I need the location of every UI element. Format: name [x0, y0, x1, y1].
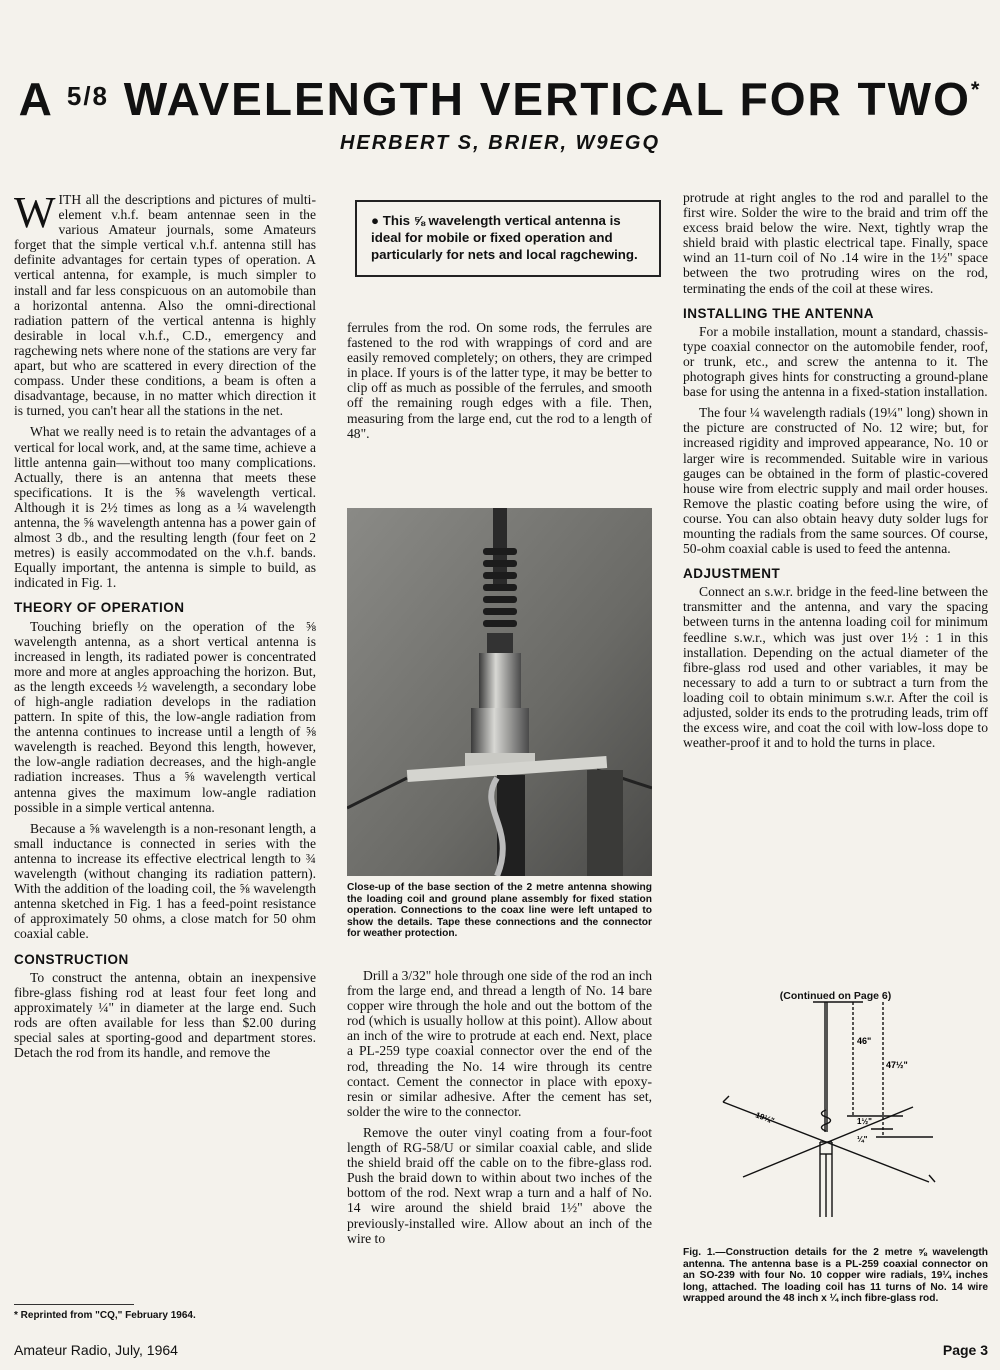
dimension-1-half: 1½" — [857, 1117, 872, 1126]
antenna-diagram — [683, 992, 993, 1242]
paragraph: ferrules from the rod. On some rods, the ferrules are fastened to the rod with wrappings of cord and are easily removed completely; on others, they are crimped in place. If yours is of the latter type, it may be better to clip off as much as possible of the ferrules, and smooth off the remaining rough edges with a file. Then, measuring from the large end, cut the rod to a length of 48". — [347, 320, 652, 441]
article-title — [0, 72, 1000, 126]
drop-cap: W — [14, 188, 56, 237]
paragraph: protrude at right angles to the rod and parallel to the first wire. Solder the wire to the braid and trim off the excess braid below the wire. Next, tightly wrap the shield braid with plastic electrical tape. Finally, space wind an 11-turn coil of No .14 wire in the 1½" space between the two protruding wires on the rod, terminating the ends of the coil at these wires. — [683, 190, 988, 296]
paragraph: Remove the outer vinyl coating from a four-foot length of RG-58/U or similar coaxial cable, and slide the shield braid off the cable on to the fibre-glass rod. Push the braid down to within about two inches of the bottom of the rod. Next wrap a turn and a half of No. 14 wire around the shield braid 1½" above the previously-installed wire. Allow about an inch of the wire to — [347, 1124, 652, 1246]
dimension-quarter: ¼" — [857, 1135, 868, 1144]
paragraph: Because a ⅝ wavelength is a non-resonant length, a small inductance is connected in series with the antenna to increase its effective electrical length to ¾ wavelength (without changing its radiation pattern). With the addition of the loading coil, the ⅝ wavelength antenna sketched in Fig. 1 has a feed-point resistance of approximately 50 ohms, a close match for 50 ohm coaxial cable. — [14, 820, 316, 942]
title-main: WAVELENGTH VERTICAL FOR TWO — [123, 73, 971, 125]
dimension-radial: 19¼" — [754, 1110, 776, 1126]
intro-paragraph: WITH all the descriptions and pictures of multi-element v.h.f. beam antennae seen in the various Amateur journals, some Amateurs forget that the simple vertical v.h.f. antenna still has definite advantages for certain types of operation. A vertical antenna, for example, is much simpler to install and far less conspicuous on an automobile than a horizontal antenna. Also the omni-directional radiation pattern of the vertical antenna is highly desirable in local v.h.f., C.D., emergency and ragchewing nets where none of the stations are very far apart, but who are scattered in every direction of the compass. Under these conditions, a beam is often a disadvantage, because, in no matter which direction it is turned, you can't hear all the stations in the net. — [14, 188, 316, 419]
title-asterisk: * — [970, 77, 982, 102]
column-1 — [14, 188, 316, 1066]
paragraph: Touching briefly on the operation of the ⅝ wavelength antenna, as a short vertical antenna is increased in length, its radiated power is concentrated more and more at angles approaching the horizon. But, as the length exceeds ½ wavelength, a secondary lobe of high-angle radiation develops in the radiation pattern. In spite of this, the low-angle radiation from the antenna continues to increase until a length of ⅝ wavelength is reached. Beyond this length, however, the low-angle radiation decreases, and the high-angle radiation increases. Thus a ⅝ wavelength vertical antenna gives the maximum low-angle radiation possible in a simple vertical antenna. — [14, 618, 316, 815]
continued-note: (Continued on Page 6) — [779, 990, 892, 1002]
section-heading-theory: THEORY OF OPERATION — [14, 600, 185, 616]
figure-caption: Fig. 1.—Construction details for the 2 metre ⅝ wavelength antenna. The antenna base is a PL-259 coaxial connector on an SO-239 with four No. 10 copper wire radials, 19¼ inches long, attached. The loading coil has 11 turns of No. 14 wire wrapped around the 48 inch x ¼ inch fibre-glass rod. — [683, 1247, 988, 1304]
page-number: Page 3 — [942, 1342, 988, 1358]
author-byline: HERBERT S, BRIER, W9EGQ — [339, 132, 661, 154]
photo-illustration — [347, 508, 652, 876]
footnote: * Reprinted from "CQ," February 1964. — [14, 1310, 196, 1321]
section-heading-installing: INSTALLING THE ANTENNA — [683, 305, 874, 321]
callout-box: ● This ⅝ wavelength vertical antenna is ideal for mobile or fixed operation and particularly for nets and local ragchewing. — [355, 200, 661, 277]
photo-caption: Close-up of the base section of the 2 metre antenna showing the loading coil and ground plane assembly for fixed station operation. Connections to the coax line were left untaped to show the details. Tape these connections and the connector for weather protection. — [347, 882, 652, 939]
construction-diagram — [683, 992, 993, 1242]
title-prefix: A — [18, 73, 53, 125]
antenna-base-photo — [347, 508, 652, 876]
section-heading-adjustment: ADJUSTMENT — [683, 566, 781, 582]
paragraph: Connect an s.w.r. bridge in the feed-line between the transmitter and the antenna, and vary the spacing between turns in the antenna loading coil for minimum feedline s.w.r., which was just over 1½ : 1 in this installation. Depending on the actual diameter of the fibre-glass rod used and other variables, it may be necessary to add a turn to or subtract a turn from the loading coil to obtain minimum s.w.r. After the coil is adjusted, solder its ends to the protruding leads, trim off the excess wire, and coat the coil with low-loss dope to weather-proof it and to hold the turns in place. — [683, 584, 988, 751]
footnote-divider — [14, 1304, 134, 1305]
title-fraction: 5/8 — [66, 81, 110, 111]
column-2-bottom — [347, 968, 652, 1252]
paragraph: For a mobile installation, mount a standard, chassis-type coaxial connector on the automobile fender, roof, or trunk, etc., and screw the antenna to it. The photograph gives hints for constructing a ground-plane base for using the antenna in a fixed-station installation. — [683, 323, 988, 400]
section-heading-construction: CONSTRUCTION — [14, 951, 129, 967]
paragraph: Drill a 3/32" hole through one side of the rod an inch from the large end, and thread a length of No. 14 bare copper wire through the hole and out the bottom of the rod (which is usually hollow at this point). Allow about an inch of the wire to protrude at each end. Next, place a PL-259 type coaxial connector over the end of the rod, threading the No. 14 wire through its centre contact. Cement the connector in place with epoxy-resin or similar adhesive. After the cement has set, solder the wire to the connector. — [347, 968, 652, 1119]
dimension-47-half: 47½" — [886, 1060, 908, 1070]
column-3 — [683, 190, 988, 756]
column-2-top — [347, 320, 652, 447]
paragraph: The four ¼ wavelength radials (19¼" long) shown in the picture are constructed of No. 12 wire; but, for increased rigidity and improved appearance, No. 10 or larger wire is recommended. Suitable wire in various gauges can be obtained in the form of plastic-covered house wire from electric supply and mail order houses. Remove the plastic coating before using the wire, of course. You can also obtain heavy duty solder lugs for mounting the radials from the same sources. Of course, 50-ohm coaxial cable is used to feed the antenna. — [683, 405, 988, 557]
dimension-46: 46" — [857, 1036, 872, 1046]
publication-footer: Amateur Radio, July, 1964 — [14, 1342, 178, 1358]
paragraph: To construct the antenna, obtain an inexpensive fibre-glass fishing rod at least four feet long and approximately ¼" in diameter at the large end. Such rods are often available for less than $2.00 during special sales at sporting-good and department stores. Detach the rod from its handle, and remove the — [14, 969, 316, 1061]
paragraph: What we really need is to retain the advantages of a vertical for local work, and, at the same time, achieve a little antenna gain—without too many complications. Actually, there is an antenna that meets these specifications. It is the ⅝ wavelength vertical. Although it is 2½ times as long as a ¼ wavelength antenna, the ⅝ wavelength antenna has a power gain of almost 3 db., and the resulting length (four feet on 2 metres) is easily accommodated on the v.h.f. bands. Equally important, the antenna is simple to build, as indicated in Fig. 1. — [14, 424, 316, 591]
